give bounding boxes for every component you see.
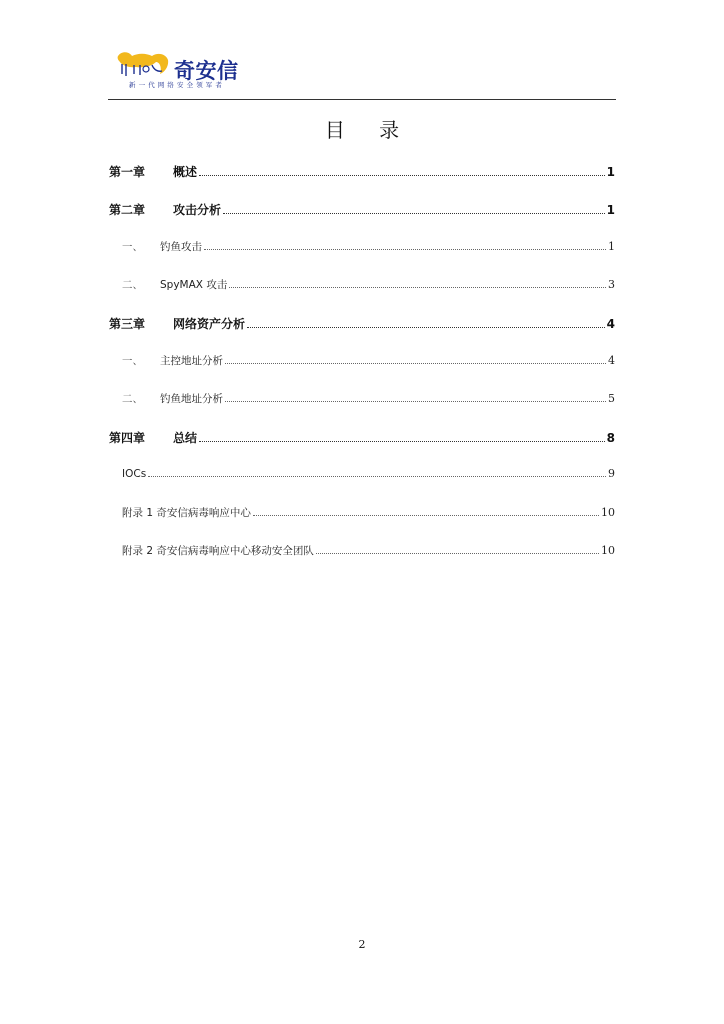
toc-entry-label: 总结: [173, 431, 198, 445]
toc-leader-dots: [225, 362, 606, 364]
toc-entry[interactable]: [109, 391, 615, 409]
toc-entry-number: 第一章: [109, 165, 146, 179]
toc-entry[interactable]: [109, 163, 615, 181]
page-header: [108, 44, 616, 100]
toc-entry-number: 二、: [122, 279, 143, 291]
toc-leader-dots: [223, 212, 605, 214]
toc-leader-dots: [225, 400, 606, 402]
page-number: 2: [358, 938, 366, 951]
toc-entry-label: 概述: [173, 165, 198, 179]
toc-entry-label: 附录 2 奇安信病毒响应中心移动安全团队: [122, 545, 314, 557]
toc-entry-page: 10: [601, 544, 615, 557]
toc-entry-label: SpyMAX 攻击: [160, 279, 228, 291]
toc-leader-dots: [148, 475, 606, 477]
toc-entry-label: 附录 1 奇安信病毒响应中心: [122, 507, 251, 519]
brand-name: 奇安信: [174, 59, 239, 83]
toc-entry-label: 钓鱼攻击: [160, 241, 202, 253]
toc-entry-page: 9: [608, 467, 615, 480]
toc-entry[interactable]: [109, 429, 615, 447]
toc-leader-dots: [247, 326, 605, 328]
toc-entry-number: 二、: [122, 393, 143, 405]
toc-entry[interactable]: [109, 277, 615, 295]
toc-leader-dots: [253, 514, 599, 516]
toc-entry-page: 8: [606, 431, 615, 445]
logo-mark-icon: [116, 50, 170, 78]
toc-entry[interactable]: [109, 467, 615, 485]
toc-entry-number: 第二章: [109, 203, 146, 217]
toc-entry-page: 4: [608, 354, 615, 367]
toc-entry[interactable]: [109, 315, 615, 333]
toc-entry-label: 主控地址分析: [160, 355, 223, 367]
toc-entry-page: 5: [608, 392, 615, 405]
toc-entry-label: 攻击分析: [173, 203, 222, 217]
brand-slogan: 新一代网络安全领军者: [129, 81, 225, 89]
toc-entry[interactable]: [109, 239, 615, 257]
toc-entry-page: 1: [608, 240, 615, 253]
toc-entry-number: 第四章: [109, 431, 146, 445]
toc-leader-dots: [199, 174, 605, 176]
toc-entry[interactable]: [109, 543, 615, 561]
toc-entry-page: 1: [606, 203, 615, 217]
toc-entry[interactable]: [109, 505, 615, 523]
toc-entry-page: 3: [608, 278, 615, 291]
toc-title: 目 录: [324, 118, 400, 142]
toc-entry-label: IOCs: [122, 468, 147, 480]
qianxin-logo: [116, 50, 246, 90]
toc-entry-label: 网络资产分析: [173, 317, 246, 331]
toc-entry[interactable]: [109, 353, 615, 371]
header-divider: [108, 99, 616, 100]
toc-entry-number: 第三章: [109, 317, 146, 331]
toc-entry-page: 1: [606, 165, 615, 179]
toc-entry[interactable]: [109, 201, 615, 219]
toc-leader-dots: [199, 440, 605, 442]
toc-leader-dots: [204, 248, 606, 250]
toc-entry-page: 10: [601, 506, 615, 519]
toc-leader-dots: [316, 552, 599, 554]
toc-leader-dots: [229, 286, 606, 288]
toc-entry-number: 一、: [122, 241, 143, 253]
toc-entry-page: 4: [606, 317, 615, 331]
toc-entry-label: 钓鱼地址分析: [160, 393, 223, 405]
toc-entry-number: 一、: [122, 355, 143, 367]
